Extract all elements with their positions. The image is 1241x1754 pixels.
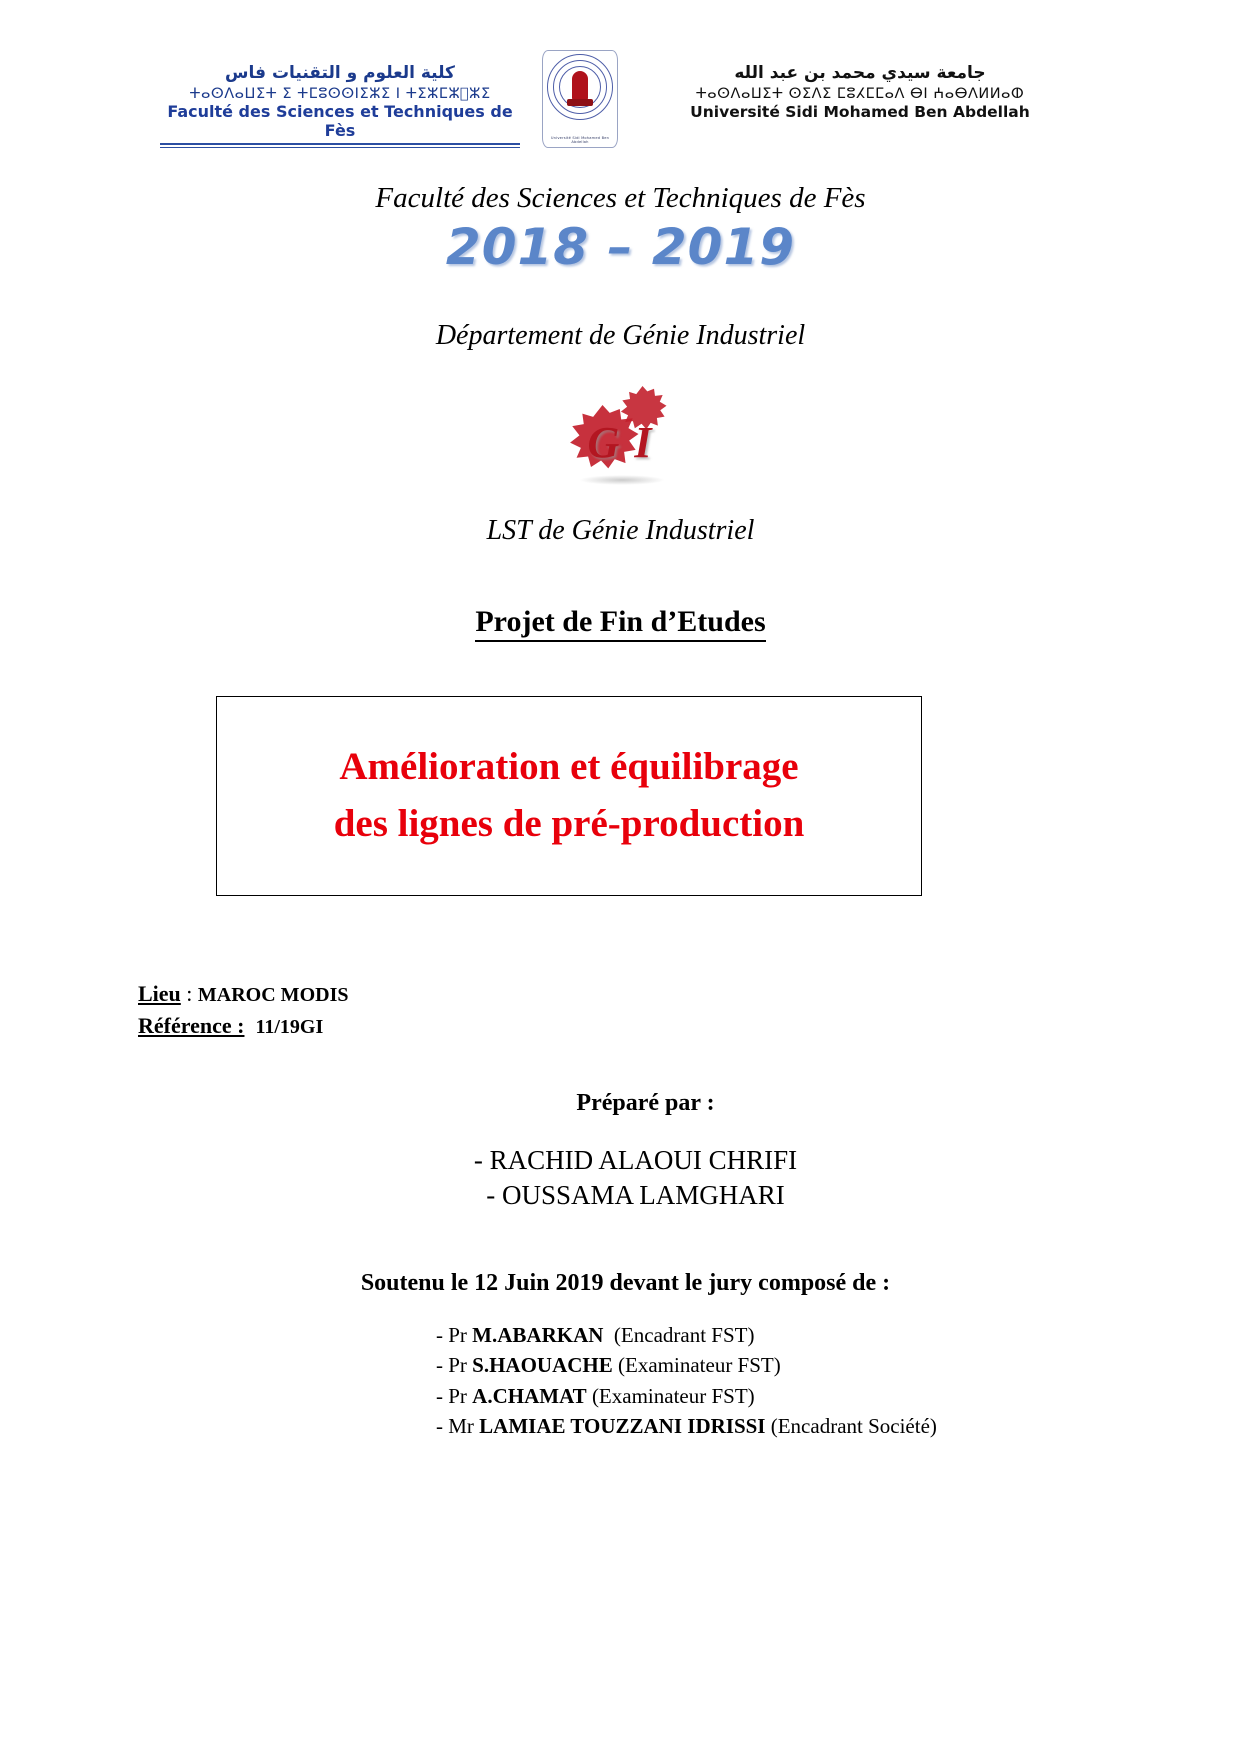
meta-place-separator: : [180, 981, 198, 1006]
usmba-logo [640, 64, 1080, 122]
jury-member-role: - Pr [436, 1353, 467, 1378]
university-seal [540, 50, 620, 158]
project-title-box [216, 696, 922, 896]
torch-base-icon [567, 99, 593, 106]
author-item: - OUSSAMA LAMGHARI [486, 1180, 785, 1211]
gi-logo-shadow [579, 475, 665, 485]
torch-icon [572, 71, 588, 101]
jury-member-name: S.HAOUACHE [472, 1353, 613, 1378]
fst-logo-french: Faculté des Sciences et Techniques de Fès [167, 102, 513, 140]
gi-department-logo [0, 383, 1241, 493]
project-meta [138, 978, 348, 1042]
gi-logo-letters: G I [587, 418, 654, 467]
jury-member-role: - Pr [436, 1383, 467, 1408]
university-seal-icon [542, 50, 618, 148]
jury-member-qualification: (Examinateur FST) [618, 1353, 781, 1378]
jury-member-qualification: (Encadrant Société) [770, 1414, 937, 1439]
jury-member-qualification: (Examinateur FST) [591, 1383, 755, 1408]
seal-caption: Université Sidi Mohamed Ben Abdellah [550, 136, 610, 144]
faculty-name: Faculté des Sciences et Techniques de Fès [375, 182, 866, 214]
project-title [320, 739, 819, 852]
jury-member-name: A.CHAMAT [472, 1383, 587, 1408]
project-title-line1: Amélioration et équilibrage [339, 745, 799, 789]
meta-reference-value: 11/19GI [255, 1016, 324, 1038]
document-type [0, 605, 1241, 639]
meta-place-row [138, 978, 348, 1010]
usmba-logo-french: Université Sidi Mohamed Ben Abdellah [690, 103, 1030, 122]
author-item: - RACHID ALAOUI CHRIFI [473, 1145, 798, 1175]
jury-member-name: M.ABARKAN [472, 1323, 604, 1347]
document-header [0, 28, 1241, 144]
project-title-line2: des lignes de pré-production [333, 802, 805, 845]
fst-logo-divider-thin [160, 147, 520, 148]
usmba-logo-arabic: جامعة سيدي محمد بن عبد الله [734, 63, 986, 83]
fst-logo-tifinagh: ⵜⴰⵙⴷⴰⵡⵉⵜ ⵉ ⵜⵎⵓⵙⵙⵏⵉⵣⵉ ⵏ ⵜⵉⵣⵎⵣ⵿ⵣⵉ [189, 85, 491, 102]
authors-list [0, 1143, 1241, 1213]
fst-logo [155, 64, 525, 148]
jury-member [436, 1320, 937, 1350]
jury-list [436, 1320, 937, 1442]
fst-logo-arabic: كلية العلوم و التقنيات فاس [225, 63, 455, 83]
program-name: LST de Génie Industriel [486, 515, 755, 546]
jury-member [436, 1350, 937, 1380]
jury-member-qualification: (Encadrant FST) [613, 1323, 755, 1347]
jury-member-role: - Mr [436, 1414, 474, 1439]
prepared-by-heading: Préparé par : [576, 1090, 715, 1116]
fst-logo-divider [160, 143, 520, 145]
jury-member [436, 1411, 937, 1441]
gi-logo-wrap [561, 383, 681, 488]
meta-reference-label: Référence : [138, 1013, 245, 1038]
meta-reference-row [138, 1010, 348, 1042]
jury-member [436, 1381, 937, 1411]
academic-year: 2018 – 2019 [445, 218, 796, 276]
jury-member-role: - Pr [436, 1323, 467, 1347]
usmba-logo-tifinagh: ⵜⴰⵙⴷⴰⵡⵉⵜ ⵙⵉⴷⵉ ⵎⵓⵃⵎⵎⴰⴷ ⴱⵏ ⵄⴰⴱⴷⵍⵍⴰⵀ [695, 85, 1025, 102]
department-name: Département de Génie Industriel [435, 320, 806, 351]
meta-place-value: MAROC MODIS [197, 984, 349, 1006]
document-type-label: Projet de Fin d’Etudes [475, 605, 765, 642]
defense-heading: Soutenu le 12 Juin 2019 devant le jury composé de : [360, 1270, 891, 1296]
jury-member-name: LAMIAE TOUZZANI IDRISSI [479, 1414, 766, 1439]
meta-place-label: Lieu [138, 981, 181, 1006]
